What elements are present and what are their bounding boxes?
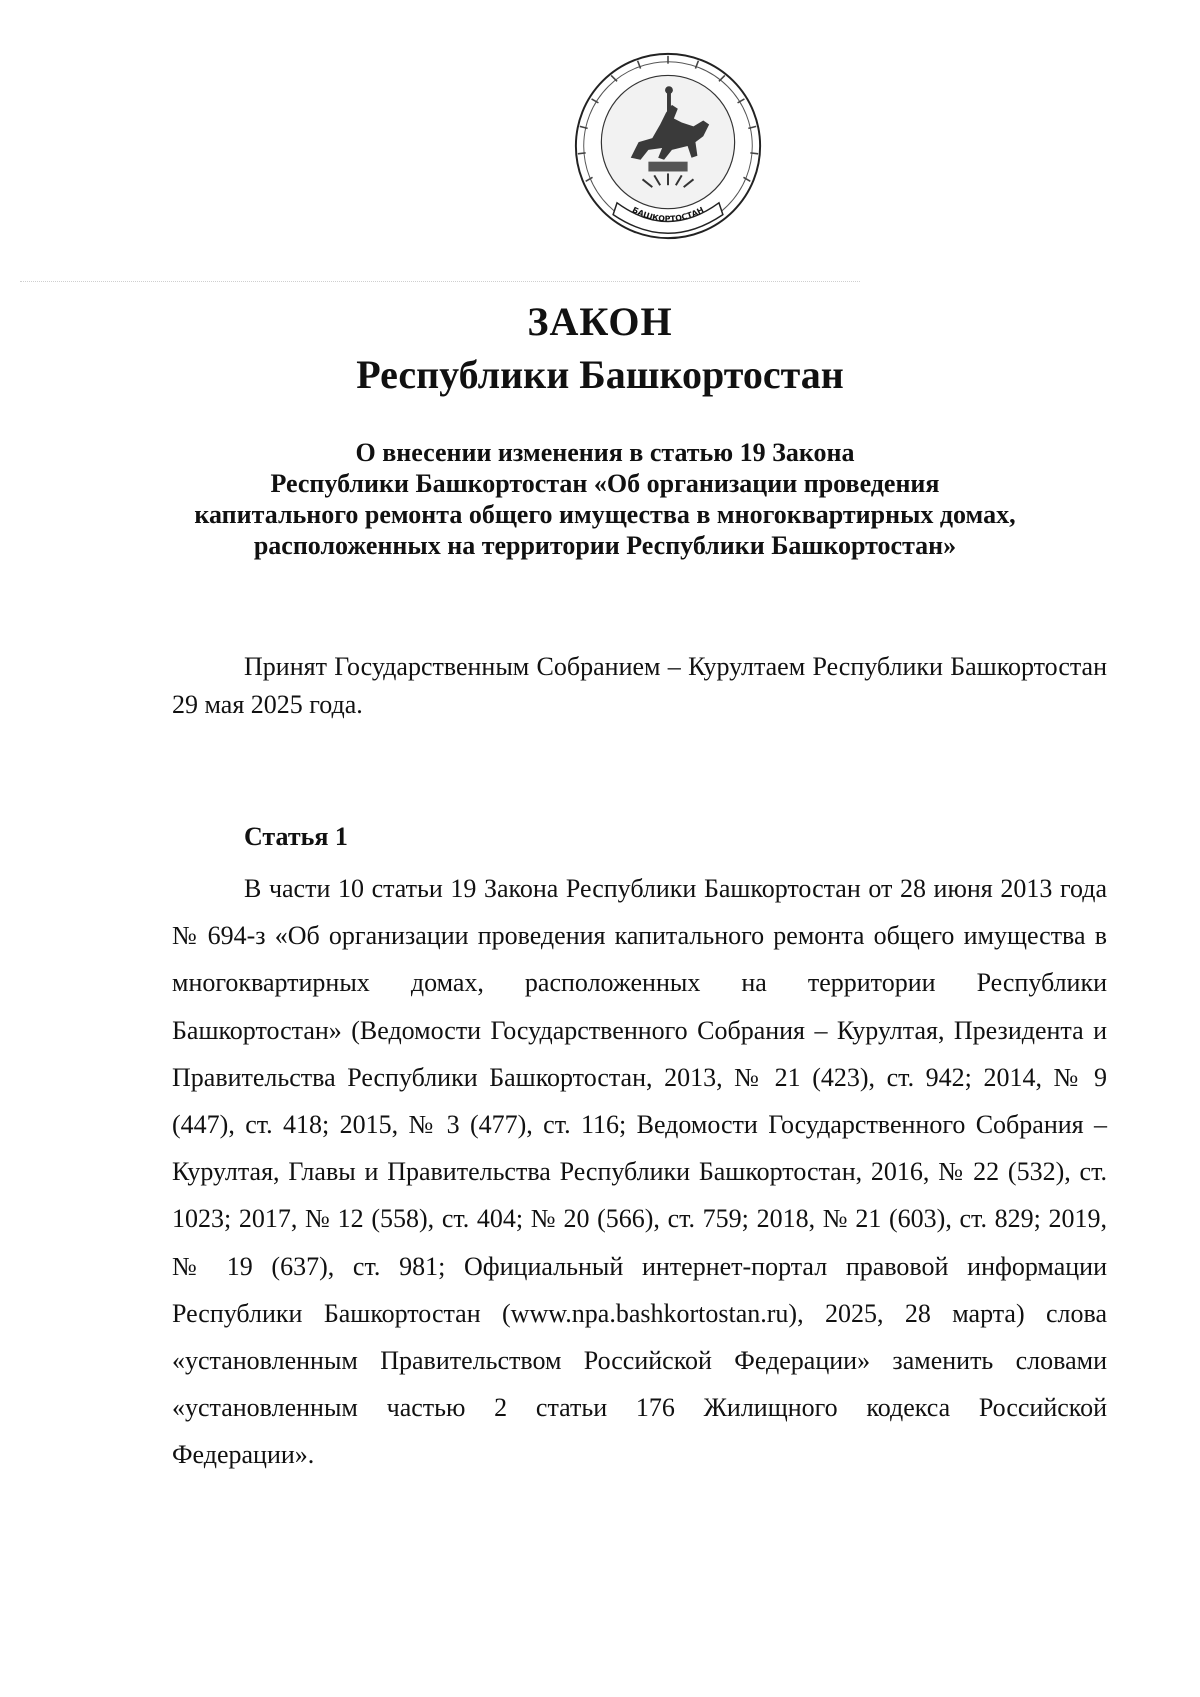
adoption-statement: Принят Государственным Собранием – Курултаем Республики Башкортостан 29 мая 2025 года. xyxy=(172,652,1107,719)
law-subtitle xyxy=(150,437,1060,561)
subtitle-line: расположенных на территории Республики Башкортостан» xyxy=(253,531,957,560)
emblem-ribbon-text: БАШКОРТОСТАН xyxy=(630,205,706,224)
coat-of-arms-emblem xyxy=(570,48,766,244)
law-title: ЗАКОН xyxy=(527,299,673,344)
law-title-republic: Республики Башкортостан xyxy=(356,352,844,397)
subtitle-line: О внесении изменения в статью 19 Закона xyxy=(355,438,855,467)
subtitle-line: Республики Башкортостан «Об организации проведения xyxy=(270,469,940,498)
scan-artifact-line xyxy=(20,281,860,282)
subtitle-line: капитального ремонта общего имущества в многоквартирных домах, xyxy=(194,500,1016,529)
article-body: В части 10 статьи 19 Закона Республики Башкортостан от 28 июня 2013 года № 694-з «Об организации проведения капитального ремонта общего имущества в многоквартирных домах, расположенных на территории Республики Башкортостан» (Ведомости Государственного Собрания – Курултая, Президента и Правительства Республики Башкортостан, 2013, № 21 (423), ст. 942; 2014, № 9 (447), ст. 418; 2015, № 3 (477), ст. 116; Ведомости Государственного Собрания – Курултая, Главы и Правительства Республики Башкортостан, 2016, № 22 (532), ст. 1023; 2017, № 12 (558), ст. 404; № 20 (566), ст. 759; 2018, № 21 (603), ст. 829; 2019, № 19 (637), ст. 981; Официальный интернет-портал правовой информации Республики Башкортостан (www.npa.bashkortostan.ru), 2025, 28 марта) слова «установленным Правительством Российской Федерации» заменить словами «установленным частью 2 статьи 176 Жилищного кодекса Российской Федерации». xyxy=(172,874,1107,1470)
article-heading: Статья 1 xyxy=(244,822,348,851)
